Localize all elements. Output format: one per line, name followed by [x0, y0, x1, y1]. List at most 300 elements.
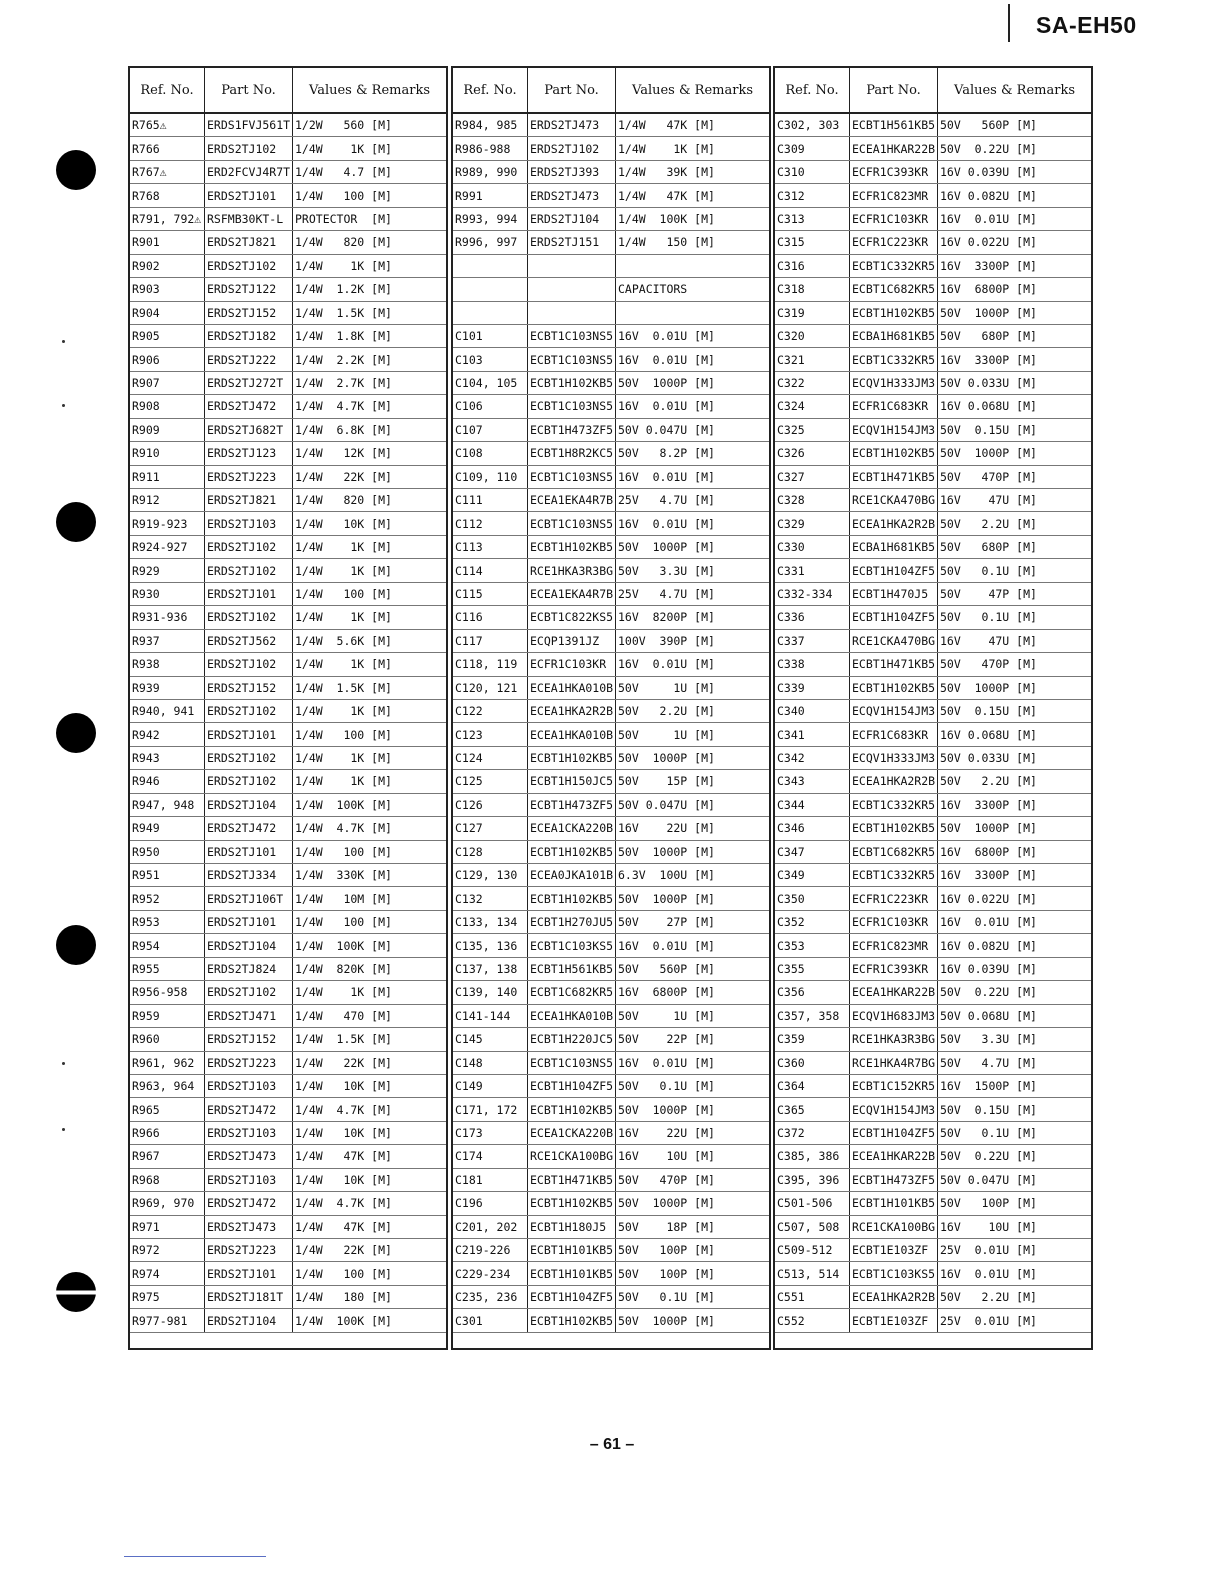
- ref-no: R986-988: [455, 141, 511, 156]
- ref-no: C509-512: [777, 1243, 833, 1258]
- value-remark: 16V 0.01U [M]: [937, 911, 1091, 933]
- ref-no: C318: [777, 282, 805, 297]
- table-row: [453, 325, 769, 348]
- value-remark: 50V 1U [M]: [615, 723, 769, 745]
- ref-no: C149: [455, 1079, 483, 1094]
- table-row: [130, 442, 446, 465]
- value-remark: 1/4W 4.7K [M]: [292, 1098, 446, 1120]
- ref-no: C331: [777, 563, 805, 578]
- value-remark: 1/4W 100 [M]: [292, 723, 446, 745]
- table-row: [775, 817, 1091, 840]
- table-row: [775, 114, 1091, 137]
- table-row: [775, 747, 1091, 770]
- part-no: ECEA1EKA4R7B: [527, 489, 615, 511]
- ref-no: R907: [132, 376, 160, 391]
- table-row: [775, 302, 1091, 325]
- value-remark: 50V 3.3U [M]: [615, 559, 769, 581]
- header-ref: Ref. No.: [463, 82, 517, 98]
- part-no: ERDS2TJ101: [204, 723, 292, 745]
- part-no: ECBT1H102KB5: [527, 1309, 615, 1331]
- ref-no: C336: [777, 610, 805, 625]
- value-remark: 1/4W 12K [M]: [292, 442, 446, 464]
- part-no: ECBT1H102KB5: [849, 677, 937, 699]
- ref-no: R911: [132, 469, 160, 484]
- binder-hole: [56, 150, 96, 190]
- table-row: [130, 1216, 446, 1239]
- ref-no: C359: [777, 1032, 805, 1047]
- value-remark: 1/4W 1.8K [M]: [292, 325, 446, 347]
- part-no: ERDS2TJ472: [204, 395, 292, 417]
- ref-no: R952: [132, 891, 160, 906]
- table-row: [453, 536, 769, 559]
- part-no: ECEA1CKA220B: [527, 817, 615, 839]
- table-row: [775, 677, 1091, 700]
- value-remark: 1/4W 100 [M]: [292, 583, 446, 605]
- value-remark: 16V 22U [M]: [615, 1122, 769, 1144]
- table-row: [775, 512, 1091, 535]
- ref-no: R989, 990: [455, 165, 518, 180]
- value-remark: 1/4W 100 [M]: [292, 841, 446, 863]
- ref-no: R930: [132, 586, 160, 601]
- ref-no: R938: [132, 657, 160, 672]
- part-no: ERDS2TJ334: [204, 864, 292, 886]
- ref-no: R951: [132, 868, 160, 883]
- part-no: ERDS2TJ101: [204, 841, 292, 863]
- table-row: [453, 184, 769, 207]
- ref-no: C128: [455, 844, 483, 859]
- value-remark: 16V 0.01U [M]: [615, 512, 769, 534]
- value-remark: 16V 47U [M]: [937, 489, 1091, 511]
- table-row: [775, 653, 1091, 676]
- table-row: [453, 1028, 769, 1051]
- value-remark: 1/4W 1K [M]: [292, 559, 446, 581]
- ref-no: R967: [132, 1149, 160, 1164]
- table-row: [130, 700, 446, 723]
- part-no: ECBT1H104ZF5: [527, 1075, 615, 1097]
- table-row: [453, 958, 769, 981]
- ref-no: R908: [132, 399, 160, 414]
- value-remark: 50V 560P [M]: [615, 958, 769, 980]
- value-remark: 50V 680P [M]: [937, 536, 1091, 558]
- table-row: [453, 466, 769, 489]
- part-no: ECBT1H150JC5: [527, 770, 615, 792]
- ref-no: R768: [132, 188, 160, 203]
- part-no: ECBT1C332KR5: [849, 255, 937, 277]
- part-no: ERDS2TJ102: [204, 559, 292, 581]
- table-row: [130, 231, 446, 254]
- ref-no: C322: [777, 376, 805, 391]
- table-row: [130, 466, 446, 489]
- value-remark: 1/4W 1K [M]: [615, 137, 769, 159]
- ref-no: C229-234: [455, 1266, 511, 1281]
- part-no: [527, 278, 615, 300]
- value-remark: 25V 0.01U [M]: [937, 1239, 1091, 1261]
- table-row: [775, 794, 1091, 817]
- ref-no: C104, 105: [455, 376, 518, 391]
- table-row: [453, 817, 769, 840]
- table-row: [130, 981, 446, 1004]
- ref-no: C353: [777, 938, 805, 953]
- value-remark: 16V 0.068U [M]: [937, 395, 1091, 417]
- ref-no: C114: [455, 563, 483, 578]
- value-remark: 50V 1000P [M]: [615, 887, 769, 909]
- table-row: [453, 1145, 769, 1168]
- header-part: Part No.: [527, 68, 615, 112]
- ref-no: C108: [455, 446, 483, 461]
- part-no: ERDS2TJ102: [204, 536, 292, 558]
- ref-no: C118, 119: [455, 657, 518, 672]
- ref-no: C325: [777, 422, 805, 437]
- ref-no: R965: [132, 1102, 160, 1117]
- value-remark: 16V 6800P [M]: [937, 278, 1091, 300]
- part-no: ERDS2TJ562: [204, 630, 292, 652]
- ref-no: R910: [132, 446, 160, 461]
- value-remark: 50V 0.1U [M]: [615, 1286, 769, 1308]
- ref-no: R950: [132, 844, 160, 859]
- table-row: [775, 1192, 1091, 1215]
- table-row: [775, 348, 1091, 371]
- part-no: ECFR1C103KR: [849, 911, 937, 933]
- part-no: ERDS2TJ472: [204, 817, 292, 839]
- ref-no: R902: [132, 258, 160, 273]
- binder-hole: [56, 1272, 96, 1312]
- value-remark: 1/4W 47K [M]: [292, 1145, 446, 1167]
- part-no: ERDS2TJ102: [204, 981, 292, 1003]
- value-remark: 16V 10U [M]: [937, 1216, 1091, 1238]
- table-row: [775, 841, 1091, 864]
- part-no: RCE1CKA470BG: [849, 630, 937, 652]
- value-remark: 16V 0.039U [M]: [937, 161, 1091, 183]
- speck: [62, 404, 65, 407]
- part-no: ECEA1HKA2R2B: [849, 1286, 937, 1308]
- ref-no: R955: [132, 961, 160, 976]
- part-no: ECBT1H102KB5: [527, 1192, 615, 1214]
- ref-no: C235, 236: [455, 1290, 518, 1305]
- ref-no: R906: [132, 352, 160, 367]
- ref-no: C360: [777, 1055, 805, 1070]
- part-no: ECFR1C103KR: [527, 653, 615, 675]
- ref-no: R954: [132, 938, 160, 953]
- value-remark: PROTECTOR [M]: [292, 208, 446, 230]
- value-remark: 50V 0.1U [M]: [937, 606, 1091, 628]
- ref-no: R960: [132, 1032, 160, 1047]
- ref-no: C310: [777, 165, 805, 180]
- link-underline: [124, 1556, 266, 1557]
- part-no: ERDS2TJ151: [527, 231, 615, 253]
- table-row: [453, 1262, 769, 1285]
- part-no: ECBT1C332KR5: [849, 864, 937, 886]
- part-no: ECBA1H681KB5: [849, 325, 937, 347]
- table-row: [453, 1075, 769, 1098]
- binder-hole: [56, 925, 96, 965]
- ref-no: R766: [132, 141, 160, 156]
- ref-no: C315: [777, 235, 805, 250]
- ref-no: R937: [132, 633, 160, 648]
- part-no: ECBT1H101KB5: [527, 1239, 615, 1261]
- table-row: [130, 1098, 446, 1121]
- value-remark: 50V 0.047U [M]: [937, 1169, 1091, 1191]
- ref-no: C312: [777, 188, 805, 203]
- part-no: ECBT1H473ZF5: [527, 794, 615, 816]
- table-row: [453, 770, 769, 793]
- ref-no: R974: [132, 1266, 160, 1281]
- table-row: [130, 911, 446, 934]
- ref-no: R901: [132, 235, 160, 250]
- ref-no: C173: [455, 1126, 483, 1141]
- value-remark: 50V 1000P [M]: [615, 747, 769, 769]
- value-remark: 25V 4.7U [M]: [615, 489, 769, 511]
- ref-no: R924-927: [132, 540, 188, 555]
- ref-no: R975: [132, 1290, 160, 1305]
- ref-no: C126: [455, 797, 483, 812]
- header-ref: Ref. No.: [140, 82, 194, 98]
- value-remark: 1/4W 22K [M]: [292, 1239, 446, 1261]
- table-row: [775, 419, 1091, 442]
- value-remark: 50V 0.22U [M]: [937, 1145, 1091, 1167]
- part-no: ECEA1HKAR22B: [849, 1145, 937, 1167]
- part-no: RCE1HKA3R3BG: [527, 559, 615, 581]
- value-remark: 16V 0.082U [M]: [937, 184, 1091, 206]
- model-title: SA-EH50: [1036, 12, 1137, 38]
- table-row: [453, 630, 769, 653]
- table-row: [130, 677, 446, 700]
- table-row: [453, 677, 769, 700]
- value-remark: 50V 470P [M]: [937, 653, 1091, 675]
- table-row: [775, 489, 1091, 512]
- table-row: [130, 1169, 446, 1192]
- part-no: ERDS2TJ103: [204, 1075, 292, 1097]
- value-remark: 50V 2.2U [M]: [937, 1286, 1091, 1308]
- ref-no: C120, 121: [455, 680, 518, 695]
- ref-no: C328: [777, 493, 805, 508]
- table-row: [130, 1052, 446, 1075]
- value-remark: 50V 470P [M]: [937, 466, 1091, 488]
- value-remark: 50V 18P [M]: [615, 1216, 769, 1238]
- part-no: ERDS2TJ472: [204, 1098, 292, 1120]
- header-values: Values & Remarks: [615, 68, 769, 112]
- table-row: [130, 395, 446, 418]
- ref-no: C301: [455, 1313, 483, 1328]
- table-row: [775, 161, 1091, 184]
- part-no: ECBT1H102KB5: [527, 372, 615, 394]
- ref-no: C395, 396: [777, 1172, 840, 1187]
- ref-no: R996, 997: [455, 235, 518, 250]
- part-no: ECEA1HKAR22B: [849, 137, 937, 159]
- part-no: ECBT1C103NS5: [527, 466, 615, 488]
- table-row: [130, 372, 446, 395]
- value-remark: 1/4W 5.6K [M]: [292, 630, 446, 652]
- ref-no: C343: [777, 774, 805, 789]
- part-no: ECEA1HKAR22B: [849, 981, 937, 1003]
- ref-no: R765⚠: [132, 118, 167, 133]
- value-remark: 16V 0.01U [M]: [615, 1052, 769, 1074]
- ref-no: C137, 138: [455, 961, 518, 976]
- value-remark: 50V 100P [M]: [615, 1239, 769, 1261]
- ref-no: C103: [455, 352, 483, 367]
- part-no: ECBT1C103NS5: [527, 325, 615, 347]
- part-no: ECBT1C103NS5: [527, 512, 615, 534]
- value-remark: 50V 0.15U [M]: [937, 1098, 1091, 1120]
- value-remark: 16V 0.082U [M]: [937, 934, 1091, 956]
- ref-no: C513, 514: [777, 1266, 840, 1281]
- part-no: ECBT1C682KR5: [527, 981, 615, 1003]
- part-no: ECBT1H102KB5: [527, 747, 615, 769]
- value-remark: 16V 0.01U [M]: [615, 325, 769, 347]
- value-remark: 50V 100P [M]: [615, 1262, 769, 1284]
- table-row: [130, 208, 446, 231]
- part-no: ERDS2TJ181T: [204, 1286, 292, 1308]
- ref-no: C117: [455, 633, 483, 648]
- part-no: ERDS2TJ101: [204, 184, 292, 206]
- table-row: [775, 536, 1091, 559]
- value-remark: 50V 0.047U [M]: [615, 419, 769, 441]
- table-row: [775, 700, 1091, 723]
- table-row: [775, 1309, 1091, 1332]
- value-remark: 1/4W 1.5K [M]: [292, 677, 446, 699]
- table-row: [453, 419, 769, 442]
- speck: [62, 1128, 65, 1131]
- ref-no: C349: [777, 868, 805, 883]
- ref-no: C123: [455, 727, 483, 742]
- table-row: [775, 770, 1091, 793]
- part-no: RCE1CKA100BG: [527, 1145, 615, 1167]
- value-remark: 16V 3300P [M]: [937, 255, 1091, 277]
- ref-no: C350: [777, 891, 805, 906]
- parts-table-3: [773, 66, 1093, 1350]
- value-remark: 50V 4.7U [M]: [937, 1052, 1091, 1074]
- value-remark: 1/4W 10M [M]: [292, 887, 446, 909]
- value-remark: 50V 47P [M]: [937, 583, 1091, 605]
- value-remark: 50V 100P [M]: [937, 1192, 1091, 1214]
- part-no: ERDS2TJ123: [204, 442, 292, 464]
- value-remark: 16V 0.039U [M]: [937, 958, 1091, 980]
- value-remark: 16V 3300P [M]: [937, 348, 1091, 370]
- value-remark: 1/4W 4.7K [M]: [292, 817, 446, 839]
- value-remark: 16V 8200P [M]: [615, 606, 769, 628]
- value-remark: 50V 1000P [M]: [615, 536, 769, 558]
- value-remark: 16V 0.022U [M]: [937, 231, 1091, 253]
- ref-no: C355: [777, 961, 805, 976]
- ref-no: R963, 964: [132, 1079, 195, 1094]
- table-row: [453, 302, 769, 325]
- value-remark: 16V 22U [M]: [615, 817, 769, 839]
- table-header: [130, 68, 446, 114]
- value-remark: 1/4W 100 [M]: [292, 1262, 446, 1284]
- value-remark: 50V 27P [M]: [615, 911, 769, 933]
- part-no: ECBT1H101KB5: [849, 1192, 937, 1214]
- part-no: ERDS2TJ122: [204, 278, 292, 300]
- table-row: [775, 1239, 1091, 1262]
- ref-no: C338: [777, 657, 805, 672]
- part-no: ERDS2TJ821: [204, 231, 292, 253]
- value-remark: 16V 3300P [M]: [937, 864, 1091, 886]
- table-row: [775, 723, 1091, 746]
- value-remark: 16V 0.01U [M]: [937, 1262, 1091, 1284]
- part-no: ERDS2TJ472: [204, 1192, 292, 1214]
- table-row: [453, 114, 769, 137]
- ref-no: C340: [777, 704, 805, 719]
- table-row: [453, 887, 769, 910]
- table-row: [453, 1098, 769, 1121]
- ref-no: C346: [777, 821, 805, 836]
- part-no: ECBT1H471KB5: [849, 653, 937, 675]
- part-no: ECEA1HKA2R2B: [849, 512, 937, 534]
- part-no: ECFR1C103KR: [849, 208, 937, 230]
- ref-no: C124: [455, 751, 483, 766]
- value-remark: 1/4W 2.2K [M]: [292, 348, 446, 370]
- table-row: [130, 325, 446, 348]
- part-no: ECEA1HKA010B: [527, 677, 615, 699]
- ref-no: R767⚠: [132, 165, 167, 180]
- value-remark: 50V 680P [M]: [937, 325, 1091, 347]
- part-no: ERDS2TJ821: [204, 489, 292, 511]
- ref-no: C341: [777, 727, 805, 742]
- header-part: Part No.: [849, 68, 937, 112]
- ref-no: C330: [777, 540, 805, 555]
- value-remark: 16V 0.01U [M]: [937, 208, 1091, 230]
- table-row: [453, 864, 769, 887]
- value-remark: 100V 390P [M]: [615, 630, 769, 652]
- part-no: ECFR1C223KR: [849, 887, 937, 909]
- ref-no: C106: [455, 399, 483, 414]
- part-no: ERDS2TJ682T: [204, 419, 292, 441]
- value-remark: 16V 6800P [M]: [615, 981, 769, 1003]
- value-remark: 1/4W 47K [M]: [615, 114, 769, 136]
- table-row: [453, 747, 769, 770]
- ref-no: [453, 278, 527, 300]
- part-no: ERDS2TJ104: [204, 794, 292, 816]
- value-remark: 50V 1000P [M]: [615, 1098, 769, 1120]
- ref-no: C316: [777, 258, 805, 273]
- value-remark: 50V 1000P [M]: [937, 302, 1091, 324]
- part-no: ECBT1H102KB5: [527, 887, 615, 909]
- binder-hole: [56, 502, 96, 542]
- part-no: ERDS2TJ152: [204, 677, 292, 699]
- ref-no: C356: [777, 985, 805, 1000]
- ref-no: R969, 970: [132, 1196, 195, 1211]
- table-row: [130, 184, 446, 207]
- ref-no: C364: [777, 1079, 805, 1094]
- table-row: [775, 1145, 1091, 1168]
- part-no: ECBT1E103ZF: [849, 1309, 937, 1331]
- part-no: RSFMB30KT-L: [204, 208, 292, 230]
- part-no: ECBT1H104ZF5: [527, 1286, 615, 1308]
- ref-no: C116: [455, 610, 483, 625]
- ref-no: C501-506: [777, 1196, 833, 1211]
- part-no: ECBA1H681KB5: [849, 536, 937, 558]
- part-no: ERDS2TJ103: [204, 1169, 292, 1191]
- part-no: RCE1HKA4R7BG: [849, 1052, 937, 1074]
- table-row: [453, 348, 769, 371]
- value-remark: 50V 1000P [M]: [937, 442, 1091, 464]
- value-remark: 1/4W 4.7K [M]: [292, 1192, 446, 1214]
- ref-no: C219-226: [455, 1243, 511, 1258]
- ref-no: R977-981: [132, 1313, 188, 1328]
- part-no: ECEA1HKA2R2B: [527, 700, 615, 722]
- table-row: [775, 559, 1091, 582]
- table-row: [775, 1028, 1091, 1051]
- table-row: [775, 372, 1091, 395]
- value-remark: 1/4W 10K [M]: [292, 1075, 446, 1097]
- value-remark: 1/4W 470 [M]: [292, 1005, 446, 1027]
- value-remark: 1/4W 100K [M]: [292, 794, 446, 816]
- value-remark: 1/4W 4.7K [M]: [292, 395, 446, 417]
- value-remark: 1/4W 6.8K [M]: [292, 419, 446, 441]
- table-row: [130, 302, 446, 325]
- table-row: [775, 1286, 1091, 1309]
- table-row: [453, 489, 769, 512]
- part-no: ECBT1H180J5: [527, 1216, 615, 1238]
